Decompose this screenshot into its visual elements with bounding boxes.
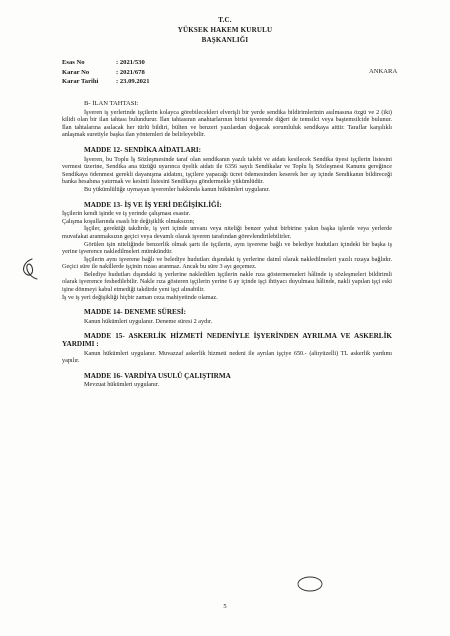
madde-16-heading: MADDE 16- VARDİYA USULÜ ÇALIŞTIRMA [84,371,231,380]
madde-14-heading: MADDE 14- DENEME SÜRESİ: [84,308,187,317]
madde-13-paragraph-6: Belediye hudutları dışındaki iş yerlerine nakledilen işçilerin nakle rıza göstermemeleri hâlinde iş sözleşmeleri bildirimli olarak işverence feshedilebilir. Nakle rıza gösteren işçilerin yerine 6 ay içinde işçi ihtiyacı duyulması hâlinde, nakli yapılan işçi eski işine dönmeyi kabul etmediği takdirde yeni işçi alınabilir. [62,270,392,294]
madde-13-paragraph-3: İşçiler, gerektiği takdirde, iş yeri içinde unvanı veya niteliği benzer yahut birbirine yakın başka işlerde veya yerlerde muvafakat aranmaksızın geçici veya devamlı olarak işveren tarafından görevlendirilebilirler. [62,225,392,240]
esas-value: : 2021/530 [116,59,145,66]
karar-label: Karar No [62,68,90,76]
page-number: 5 [223,603,227,610]
madde-13-paragraph-4: Görülen işin niteliğinde benzerlik olmak şartı ile işçilerin, aynı işverene bağlı ve belediye hudutları içindeki bir başka iş yerine işverence nakledilmeleri mümkündür. [62,240,392,256]
madde-12-paragraph-1: İşveren, bu Toplu İş Sözleşmesinde taraf olan sendikanın yazılı talebi ve aidatı kesilecek Sendika üyesi işçilerin listesini vermesi üzerine, Sendika ana tüzüğü uyarınca üyelik aidatı ile 6356 sayılı Sendikalar ve Toplu İş Sözleşmesi Kanunu gereğince Sendikaya ödenmesi gerekli dayanışma aidatını, işçilere yapacağı ücret ödemesinden keserek her ay içinde Sendikanın bildireceği banka hesabına yatırmak ve kesinti listesini Sendikaya göndermekle yükümlüdür. [62,155,392,186]
ilan-paragraph: İşveren iş yerlerinde işçilerin kolayca görebilecekleri elverişli bir yerde sendika bildirimlerinin asılmasına özgü ve 2 (iki) kilidi olan bir ilan tahtası bulundurur. İlan tahtasının anahtarlarının birisi işverende diğeri de temsilci veya baştemsilcide bulunur. İlan tahtalarına asılacak her türlü bildiri, bülten ve benzeri yazılardan doğacak sorumluluk sendikaya aittir. Taraflar karşılıklı anlaşmak suretiyle başka ilan yöntemleri de belirleyebilir. [62,108,392,139]
tarih-label: Karar Tarihi [62,78,99,85]
header-tc: T.C. [218,16,232,24]
madde-15-paragraph: Kanun hükümleri uygulanır. Muvazzaf askerlik hizmeti nedeni ile ayrılan işçiye 650.- (altıyüzelli) TL askerlik yardımı yapılır. [62,349,392,365]
document-body [62,92,392,389]
case-meta [62,58,150,87]
madde-13-paragraph-1: İşçilerin kendi işinde ve iş yerinde çalışması esastır. [62,210,191,218]
madde-13-heading: MADDE 13- İŞ VE İŞ YERİ DEĞİŞİKLİĞİ: [84,200,222,209]
karar-value: : 2021/678 [116,68,145,76]
madde-16-paragraph: Mevzuat hükümleri uygulanır. [84,381,160,389]
header-department: BAŞKANLIĞI [201,36,249,44]
madde-15-heading: MADDE 15- ASKERLİK HİZMETİ NEDENİYLE İŞYERİNDEN AYRILMA VE ASKERLİK YARDIMI : [62,332,392,349]
madde-13-paragraph-2: Çalışma koşullarında esaslı bir değişiklik olmaksızın; [62,217,195,225]
tarih-value: : 23.09.2021 [116,78,150,85]
madde-14-paragraph: Kanun hükümleri uygulanır. Deneme süresi 2 aydır. [84,317,213,325]
madde-12-heading: MADDE 12- SENDİKA AİDATLARI: [84,145,202,154]
madde-13-paragraph-5: İşçilerin aynı işverene bağlı ve belediye hudutları dışındaki iş yerlerine daimî olarak nakledilmeleri yazılı rızaya bağlıdır. Geçici süre ile nakillerde işçinin rızası aranmaz. Ancak bu süre 3 ayı geçemez. [62,255,392,271]
ilan-heading: B- İLAN TAHTASI: [84,100,139,107]
handwritten-circle-icon [296,575,324,593]
madde-13-paragraph-7: İş ve iş yeri değişikliği hiçbir zaman ceza mahiyetinde olamaz. [62,293,218,301]
city: ANKARA [369,68,398,75]
handwritten-mark-icon [18,256,40,282]
esas-label: Esas No [62,59,85,66]
madde-12-paragraph-2: Bu yükümlülüğe uymayan işverenler hakkında kanun hükümleri uygulanır. [84,185,270,193]
header-institution: YÜKSEK HAKEM KURULU [177,26,273,34]
